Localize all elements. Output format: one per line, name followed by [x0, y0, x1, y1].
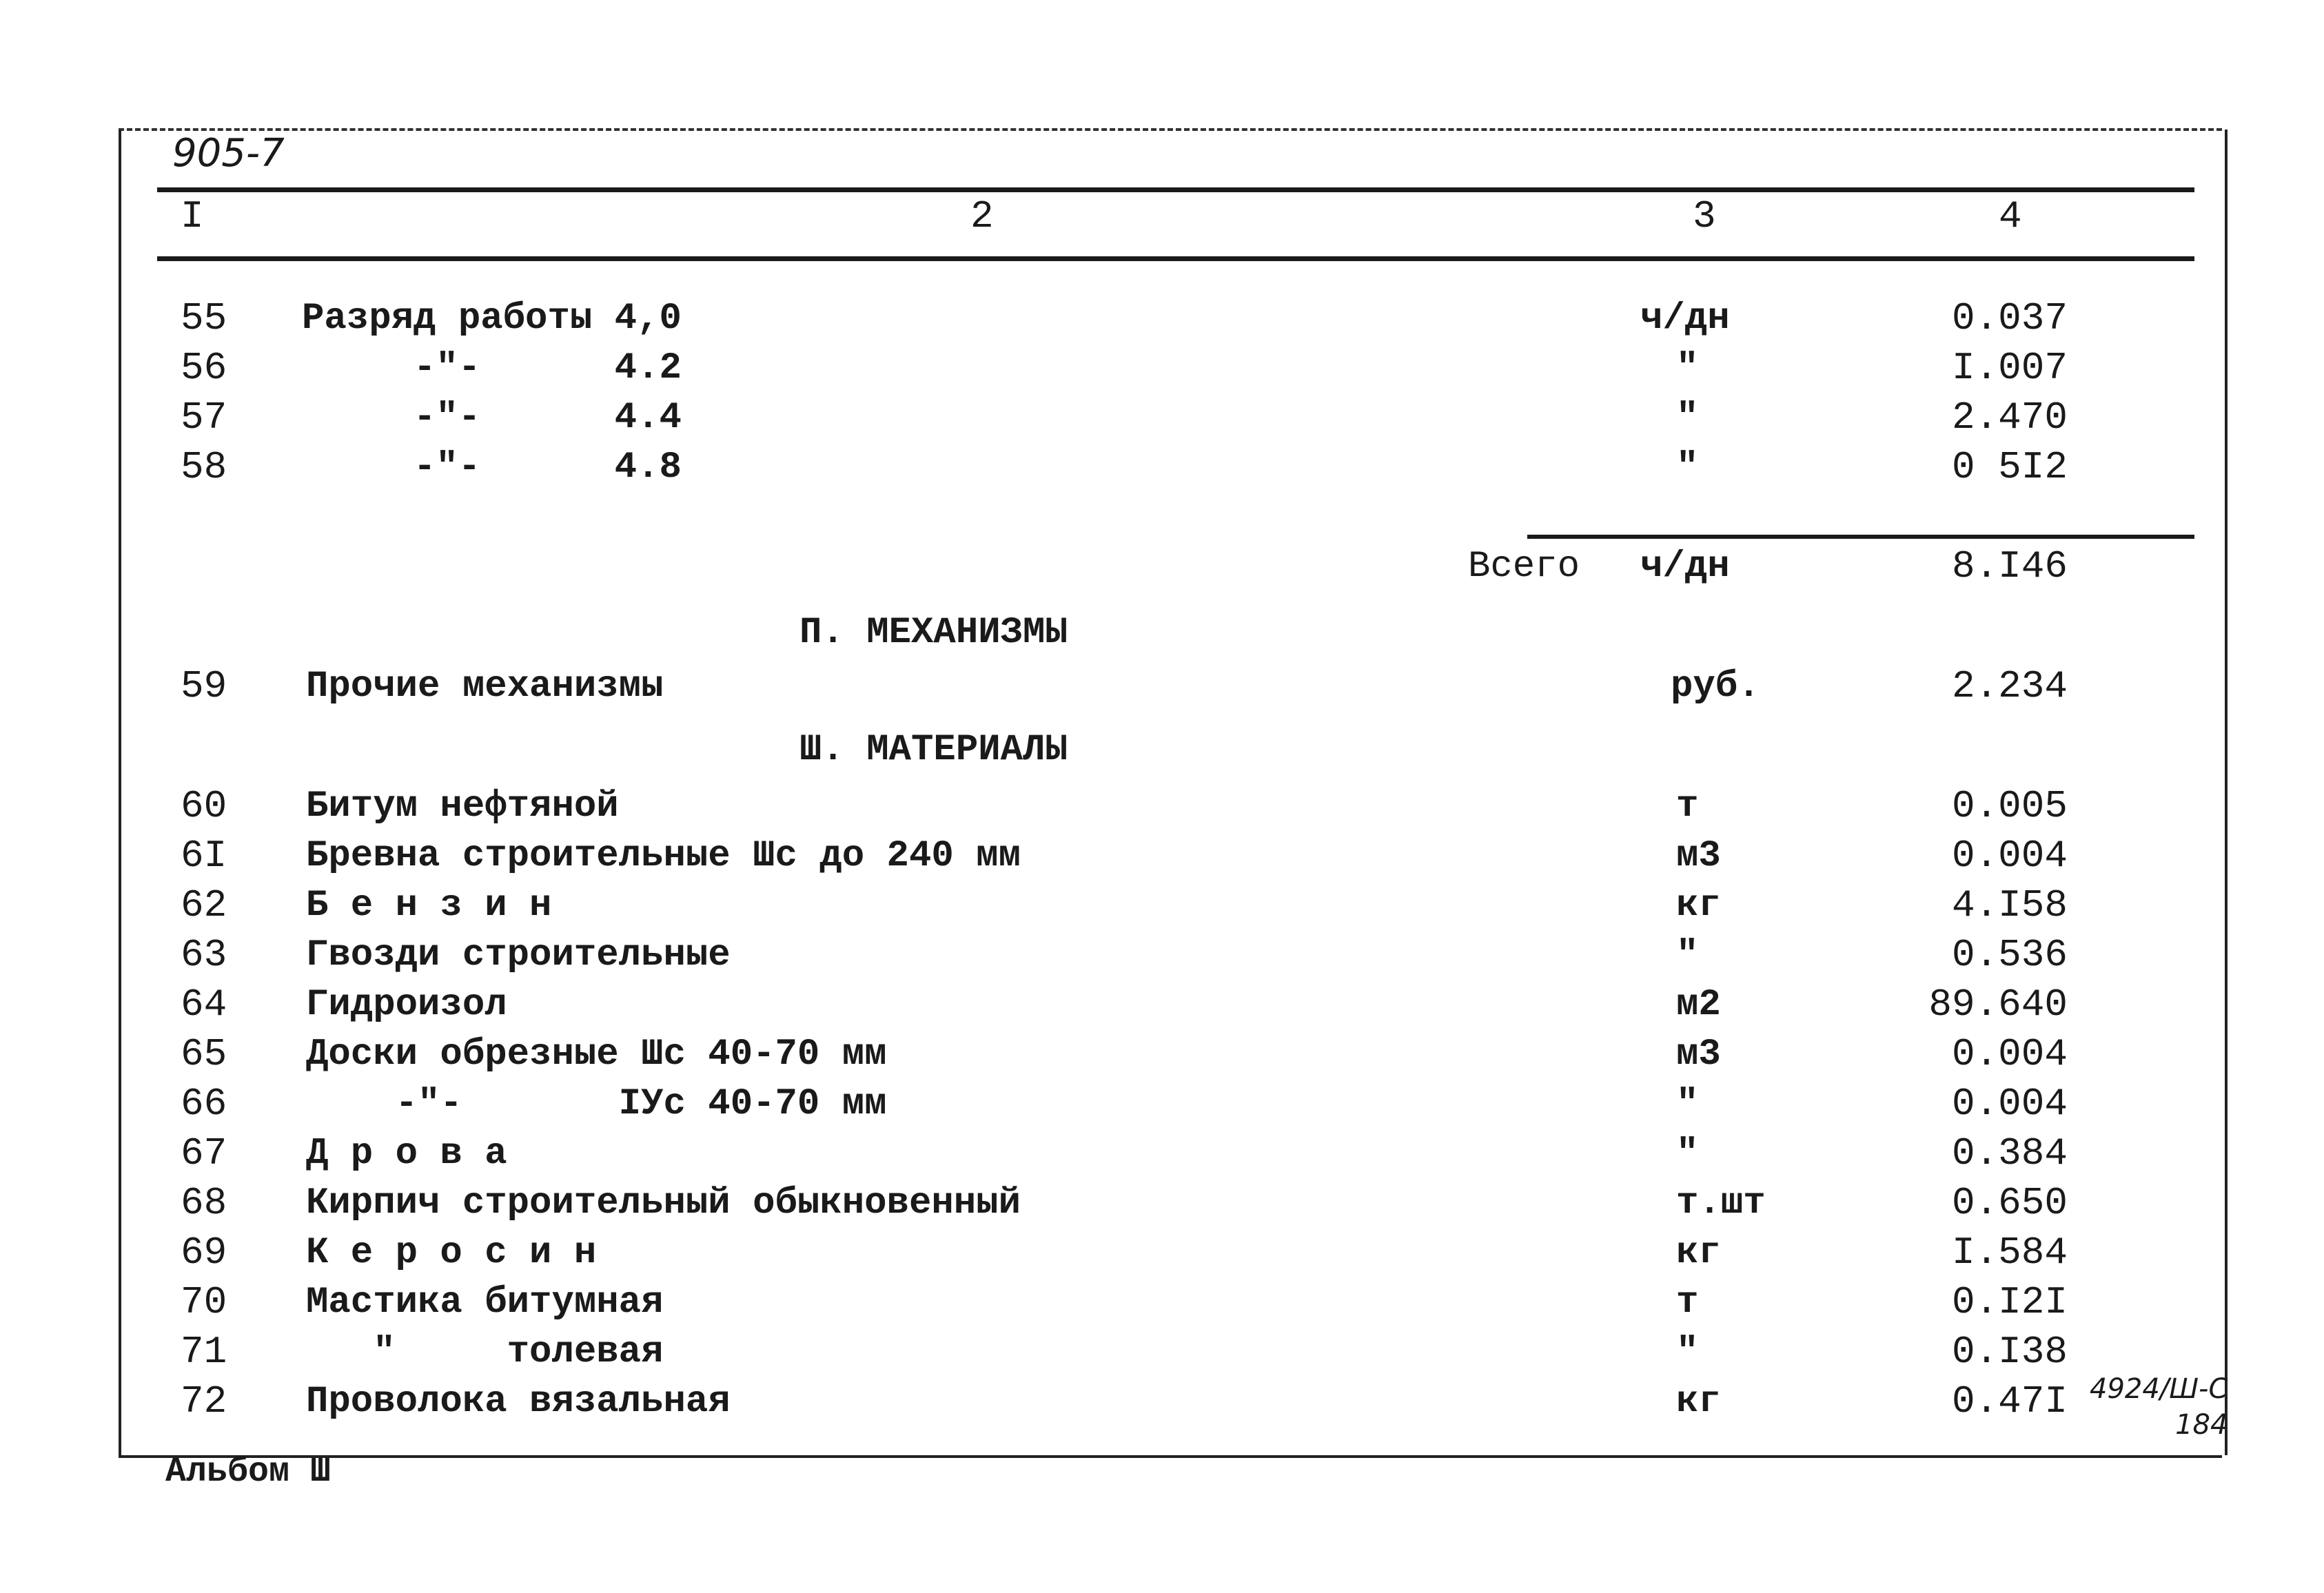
frame-bottom-border: [119, 1455, 2222, 1458]
row-value: I.584: [1951, 1231, 2068, 1275]
total-rule: [1527, 535, 2194, 539]
row-value: 0.I38: [1951, 1330, 2068, 1374]
row-value: 0.536: [1951, 933, 2068, 977]
row-unit: т: [1676, 785, 1699, 828]
row-name: Прочие механизмы: [306, 666, 664, 708]
row-name: -"- 4.4: [302, 397, 682, 439]
row-number: 65: [181, 1032, 227, 1076]
row-number: 55: [181, 296, 227, 340]
row-name: Гидроизол: [306, 984, 507, 1026]
total-unit: ч/дн: [1640, 546, 1730, 588]
row-unit: ": [1676, 934, 1699, 976]
row-name: Гвозди строительные: [306, 934, 731, 976]
row-unit: ": [1676, 446, 1699, 489]
row-value: I.007: [1951, 346, 2068, 390]
row-name: Бревна строительные Шс до 240 мм: [306, 835, 1021, 877]
row-value: 2.234: [1951, 664, 2068, 708]
row-number: 70: [181, 1280, 227, 1324]
album-footer: Альбом Ш: [165, 1452, 332, 1492]
row-value: 0 5I2: [1951, 445, 2068, 489]
row-number: 62: [181, 883, 227, 927]
row-value: 0.I2I: [1951, 1280, 2068, 1324]
row-number: 72: [181, 1379, 227, 1424]
row-number: 59: [181, 664, 227, 708]
row-value: 0.004: [1951, 834, 2068, 878]
row-number: 56: [181, 346, 227, 390]
row-unit: ": [1676, 1133, 1699, 1175]
total-value: 8.I46: [1951, 544, 2068, 588]
section-heading-mechanisms: П. МЕХАНИЗМЫ: [799, 612, 1068, 654]
stamp-line-1: 4924/Ш-С: [2090, 1373, 2228, 1405]
row-number: 60: [181, 784, 227, 828]
row-unit: кг: [1676, 1232, 1721, 1274]
row-name: " толевая: [306, 1331, 664, 1373]
column-header-4: 4: [1999, 194, 2022, 238]
row-value: 0.47I: [1951, 1379, 2068, 1424]
row-unit: т: [1676, 1282, 1699, 1324]
row-name: Б е н з и н: [306, 885, 552, 927]
row-name: Разряд работы 4,0: [302, 298, 682, 340]
row-value: 0.004: [1951, 1032, 2068, 1076]
row-name: Кирпич строительный обыкновенный: [306, 1182, 1021, 1224]
row-name: -"- 4.2: [302, 347, 682, 389]
column-header-1: I: [181, 194, 204, 238]
total-label: Всего: [1468, 546, 1580, 588]
row-unit: ": [1676, 1083, 1699, 1125]
row-unit: кг: [1676, 885, 1721, 927]
row-unit: ": [1676, 1331, 1699, 1373]
row-number: 67: [181, 1131, 227, 1175]
header-bottom-rule: [157, 256, 2194, 261]
row-unit: м3: [1676, 1034, 1721, 1076]
row-name: Мастика битумная: [306, 1282, 664, 1324]
row-number: 68: [181, 1181, 227, 1225]
row-name: К е р о с и н: [306, 1232, 597, 1274]
row-number: 71: [181, 1330, 227, 1374]
row-number: 58: [181, 445, 227, 489]
row-unit: ": [1676, 347, 1699, 389]
row-name: Проволока вязальная: [306, 1381, 731, 1423]
row-value: 0.005: [1951, 784, 2068, 828]
row-name: -"- 4.8: [302, 446, 682, 489]
row-unit: м2: [1676, 984, 1721, 1026]
row-number: 6I: [181, 834, 227, 878]
row-value: 4.I58: [1951, 883, 2068, 927]
row-value: 0.384: [1951, 1131, 2068, 1175]
row-value: 0.037: [1951, 296, 2068, 340]
row-unit: руб.: [1671, 666, 1760, 708]
row-number: 69: [181, 1231, 227, 1275]
row-number: 57: [181, 395, 227, 440]
row-number: 66: [181, 1082, 227, 1126]
row-value: 0.004: [1951, 1082, 2068, 1126]
row-unit: м3: [1676, 835, 1721, 877]
section-heading-materials: Ш. МАТЕРИАЛЫ: [799, 729, 1068, 771]
row-unit: т.шт: [1676, 1182, 1766, 1224]
header-top-rule: [157, 187, 2194, 192]
column-header-3: 3: [1693, 194, 1716, 238]
stamp-line-2: 184: [2175, 1409, 2228, 1441]
row-name: -"- IУс 40-70 мм: [306, 1083, 887, 1125]
row-value: 2.470: [1951, 395, 2068, 440]
row-value: 0.650: [1951, 1181, 2068, 1225]
row-unit: кг: [1676, 1381, 1721, 1423]
row-unit: ч/дн: [1640, 298, 1730, 340]
handwritten-stamp: [2090, 1371, 2228, 1443]
row-name: Д р о в а: [306, 1133, 507, 1175]
row-value: 89.640: [1928, 983, 2068, 1027]
column-header-2: 2: [970, 194, 994, 238]
row-name: Доски обрезные Шс 40-70 мм: [306, 1034, 887, 1076]
document-code: 905-7: [172, 131, 285, 176]
row-unit: ": [1676, 397, 1699, 439]
row-number: 63: [181, 933, 227, 977]
row-number: 64: [181, 983, 227, 1027]
row-name: Битум нефтяной: [306, 785, 619, 828]
